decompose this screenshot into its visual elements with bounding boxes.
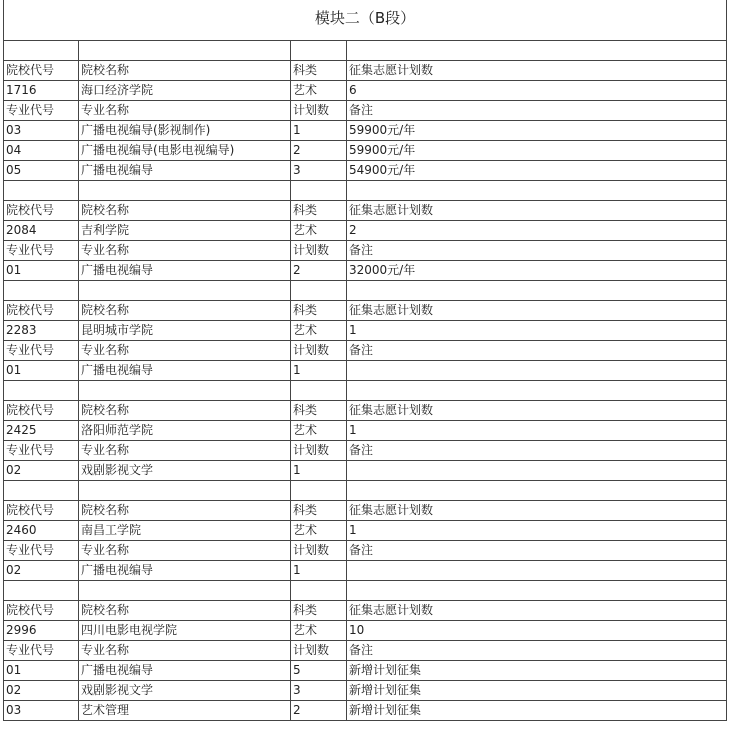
school-header-row (4, 301, 727, 321)
remark-header: 备注 (347, 441, 727, 461)
remark (347, 461, 727, 481)
major-code: 01 (4, 261, 79, 281)
major-name: 广播电视编导 (79, 561, 291, 581)
school-row (4, 521, 727, 541)
remark (347, 561, 727, 581)
blank-row (4, 381, 727, 401)
plan-count-header: 计划数 (291, 441, 347, 461)
blank-cell (79, 181, 291, 201)
remark: 59900元/年 (347, 121, 727, 141)
school-header-row (4, 201, 727, 221)
subject-type-header: 科类 (291, 301, 347, 321)
school-row (4, 221, 727, 241)
remark: 32000元/年 (347, 261, 727, 281)
table-title: 模块二（B段） (4, 0, 727, 41)
blank-cell (4, 581, 79, 601)
school-header-row (4, 501, 727, 521)
blank-row (4, 581, 727, 601)
plan-count: 3 (291, 161, 347, 181)
school-header-row (4, 61, 727, 81)
blank-cell (4, 181, 79, 201)
subject-type: 艺术 (291, 221, 347, 241)
vacancy-count-header: 征集志愿计划数 (347, 401, 727, 421)
plan-count: 1 (291, 561, 347, 581)
remark: 59900元/年 (347, 141, 727, 161)
plan-count: 1 (291, 361, 347, 381)
blank-cell (79, 581, 291, 601)
school-code: 2996 (4, 621, 79, 641)
major-code-header: 专业代号 (4, 241, 79, 261)
blank-cell (347, 381, 727, 401)
remark: 54900元/年 (347, 161, 727, 181)
subject-type: 艺术 (291, 621, 347, 641)
subject-type-header: 科类 (291, 401, 347, 421)
school-code-header: 院校代号 (4, 201, 79, 221)
major-name-header: 专业名称 (79, 341, 291, 361)
subject-type: 艺术 (291, 421, 347, 441)
remark: 新增计划征集 (347, 681, 727, 701)
major-header-row (4, 441, 727, 461)
admission-table (3, 0, 727, 721)
major-code: 01 (4, 661, 79, 681)
blank-cell (347, 581, 727, 601)
school-code-header: 院校代号 (4, 601, 79, 621)
blank-cell (347, 281, 727, 301)
school-header-row (4, 401, 727, 421)
table-body (4, 0, 727, 721)
major-header-row (4, 241, 727, 261)
vacancy-count-header: 征集志愿计划数 (347, 301, 727, 321)
school-name-header: 院校名称 (79, 601, 291, 621)
major-name-header: 专业名称 (79, 641, 291, 661)
vacancy-count: 1 (347, 521, 727, 541)
school-name: 四川电影电视学院 (79, 621, 291, 641)
school-name: 南昌工学院 (79, 521, 291, 541)
major-code: 01 (4, 361, 79, 381)
blank-cell (4, 281, 79, 301)
school-name: 海口经济学院 (79, 81, 291, 101)
major-code: 02 (4, 461, 79, 481)
major-row (4, 141, 727, 161)
major-name: 广播电视编导 (79, 261, 291, 281)
major-name: 广播电视编导 (79, 361, 291, 381)
blank-cell (4, 381, 79, 401)
plan-count: 3 (291, 681, 347, 701)
blank-cell (291, 481, 347, 501)
major-name: 广播电视编导(电影电视编导) (79, 141, 291, 161)
remark-header: 备注 (347, 241, 727, 261)
vacancy-count: 10 (347, 621, 727, 641)
major-header-row (4, 101, 727, 121)
plan-count: 5 (291, 661, 347, 681)
remark: 新增计划征集 (347, 661, 727, 681)
plan-count: 2 (291, 701, 347, 721)
blank-cell (291, 181, 347, 201)
plan-count: 1 (291, 461, 347, 481)
subject-type-header: 科类 (291, 201, 347, 221)
major-row (4, 661, 727, 681)
remark (347, 361, 727, 381)
major-header-row (4, 341, 727, 361)
vacancy-count: 2 (347, 221, 727, 241)
major-name: 戏剧影视文学 (79, 461, 291, 481)
plan-count: 1 (291, 121, 347, 141)
major-name: 广播电视编导 (79, 661, 291, 681)
major-row (4, 461, 727, 481)
school-code-header: 院校代号 (4, 501, 79, 521)
major-name-header: 专业名称 (79, 541, 291, 561)
vacancy-count: 1 (347, 421, 727, 441)
remark-header: 备注 (347, 341, 727, 361)
major-code: 05 (4, 161, 79, 181)
vacancy-count: 1 (347, 321, 727, 341)
blank-row (4, 181, 727, 201)
blank-row (4, 41, 727, 61)
school-code: 2283 (4, 321, 79, 341)
major-code: 02 (4, 561, 79, 581)
blank-row (4, 281, 727, 301)
major-code: 04 (4, 141, 79, 161)
school-code-header: 院校代号 (4, 301, 79, 321)
major-row (4, 701, 727, 721)
vacancy-count-header: 征集志愿计划数 (347, 601, 727, 621)
major-row (4, 161, 727, 181)
blank-cell (291, 281, 347, 301)
major-name: 艺术管理 (79, 701, 291, 721)
school-name: 吉利学院 (79, 221, 291, 241)
major-row (4, 361, 727, 381)
subject-type-header: 科类 (291, 601, 347, 621)
major-name: 广播电视编导 (79, 161, 291, 181)
major-code-header: 专业代号 (4, 341, 79, 361)
major-code: 03 (4, 121, 79, 141)
major-code-header: 专业代号 (4, 541, 79, 561)
blank-cell (347, 41, 727, 61)
school-name: 昆明城市学院 (79, 321, 291, 341)
subject-type-header: 科类 (291, 61, 347, 81)
blank-cell (347, 181, 727, 201)
major-header-row (4, 541, 727, 561)
major-name: 广播电视编导(影视制作) (79, 121, 291, 141)
remark-header: 备注 (347, 101, 727, 121)
school-code-header: 院校代号 (4, 61, 79, 81)
blank-row (4, 481, 727, 501)
school-name-header: 院校名称 (79, 301, 291, 321)
school-name: 洛阳师范学院 (79, 421, 291, 441)
plan-count-header: 计划数 (291, 641, 347, 661)
major-code-header: 专业代号 (4, 101, 79, 121)
plan-count-header: 计划数 (291, 541, 347, 561)
school-code: 2084 (4, 221, 79, 241)
subject-type: 艺术 (291, 521, 347, 541)
plan-count: 2 (291, 141, 347, 161)
major-row (4, 681, 727, 701)
plan-count-header: 计划数 (291, 101, 347, 121)
title-row (4, 0, 727, 41)
school-row (4, 321, 727, 341)
school-code: 2425 (4, 421, 79, 441)
blank-cell (4, 41, 79, 61)
major-row (4, 561, 727, 581)
major-code-header: 专业代号 (4, 641, 79, 661)
major-name: 戏剧影视文学 (79, 681, 291, 701)
major-name-header: 专业名称 (79, 241, 291, 261)
blank-cell (291, 581, 347, 601)
vacancy-count-header: 征集志愿计划数 (347, 201, 727, 221)
school-row (4, 421, 727, 441)
school-header-row (4, 601, 727, 621)
remark-header: 备注 (347, 541, 727, 561)
vacancy-count-header: 征集志愿计划数 (347, 61, 727, 81)
school-row (4, 621, 727, 641)
school-name-header: 院校名称 (79, 201, 291, 221)
major-header-row (4, 641, 727, 661)
school-name-header: 院校名称 (79, 501, 291, 521)
blank-cell (347, 481, 727, 501)
plan-count-header: 计划数 (291, 341, 347, 361)
school-row (4, 81, 727, 101)
remark: 新增计划征集 (347, 701, 727, 721)
vacancy-count: 6 (347, 81, 727, 101)
blank-cell (79, 381, 291, 401)
major-name-header: 专业名称 (79, 441, 291, 461)
major-row (4, 121, 727, 141)
blank-cell (79, 281, 291, 301)
vacancy-count-header: 征集志愿计划数 (347, 501, 727, 521)
plan-count: 2 (291, 261, 347, 281)
subject-type: 艺术 (291, 81, 347, 101)
school-code-header: 院校代号 (4, 401, 79, 421)
major-name-header: 专业名称 (79, 101, 291, 121)
school-name-header: 院校名称 (79, 401, 291, 421)
blank-cell (79, 41, 291, 61)
blank-cell (79, 481, 291, 501)
blank-cell (291, 381, 347, 401)
school-name-header: 院校名称 (79, 61, 291, 81)
school-code: 2460 (4, 521, 79, 541)
subject-type-header: 科类 (291, 501, 347, 521)
blank-cell (291, 41, 347, 61)
school-code: 1716 (4, 81, 79, 101)
blank-cell (4, 481, 79, 501)
plan-count-header: 计划数 (291, 241, 347, 261)
remark-header: 备注 (347, 641, 727, 661)
major-code: 02 (4, 681, 79, 701)
major-code-header: 专业代号 (4, 441, 79, 461)
major-row (4, 261, 727, 281)
subject-type: 艺术 (291, 321, 347, 341)
major-code: 03 (4, 701, 79, 721)
